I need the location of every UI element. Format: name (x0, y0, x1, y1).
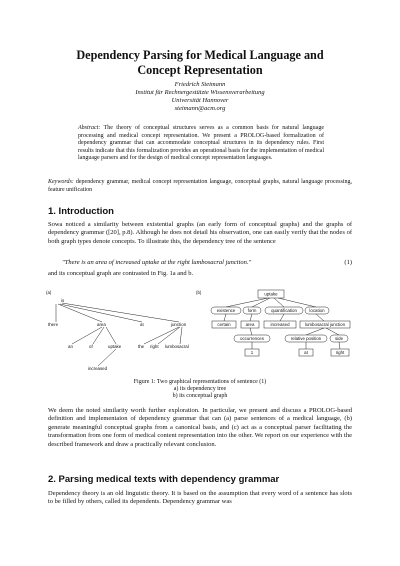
graph-node-area: area (245, 322, 255, 328)
tree-node-there: there (48, 322, 59, 327)
abstract-label: Abstract: (78, 125, 101, 131)
dependency-tree-edges (56, 303, 182, 366)
tree-node-increased: increased (88, 366, 108, 371)
graph-relation-location: location (309, 308, 325, 314)
tree-node-at: at (140, 322, 144, 327)
contribution-paragraph: We deem the noted similarity worth further exploration. In particular, we present and discuss a PROLOG-based definition and implementaion of dependency grammar that can (a) parse sentences of a medical language, (b) generate meaningful conceptual graphs from a canonical basis, and (c) act as a conceptual parser facilitating the transformation from one form of medical content representation into the other. We report on our experience with the described framework and draw a practically relevant conclusion. (48, 407, 352, 448)
intro-paragraph: Sowa noticed a similarity between existential graphs (an early form of conceptual graphs) and the graphs of dependency grammar ([20], p.8). Although he does not detail his observation, one can easily verify that the nodes of both graph types denote concepts. To illustrate this, the dependency tree of the sentence (48, 221, 352, 245)
graph-relation-relative-position: relative position (290, 336, 322, 342)
author-name: Friedrich Steimann (174, 81, 226, 88)
graph-node-uptake: uptake (264, 291, 278, 297)
graph-relation-quantification: quantification (271, 308, 297, 314)
section-1-heading: 1. Introduction (48, 206, 114, 217)
equation-number: (1) (344, 259, 352, 266)
graph-relation-existence: existence (216, 308, 236, 314)
tree-node-of: of (89, 344, 93, 349)
tree-node-area: area (97, 322, 106, 327)
graph-relation-occurrences: occurrences (240, 336, 264, 342)
tree-node-the: the (138, 344, 145, 349)
graph-node-certain: certain (217, 322, 231, 328)
title-line-1: Dependency Parsing for Medical Language and (76, 48, 324, 62)
tree-node-right: right (150, 344, 159, 349)
graph-node-lumbosacral-junction: lumbosacral junction (304, 322, 346, 328)
figure-label-a: (a) (46, 290, 52, 295)
tree-node-junction: junction (171, 322, 187, 327)
figure-caption (48, 379, 352, 401)
graph-node-at: at (304, 350, 308, 356)
graph-node-increased: increased (270, 322, 290, 328)
tree-node-lumbosacral: lumbosacral (165, 344, 189, 349)
author-university: Universität Hannover (171, 97, 229, 104)
figure-1 (44, 285, 360, 381)
title-line-2: Concept Representation (137, 63, 263, 77)
author-email: steimann@acm.org (174, 105, 226, 112)
keywords-label: Keywords: (48, 179, 74, 185)
graph-node-right: right (335, 350, 345, 356)
example-sentence (62, 259, 352, 267)
abstract-text: The theory of conceptual structures serves as a common basis for natural language processing and medical concept representation. We present a PROLOG-based formalization of dependency grammar that can accommodate conceptual structures in its dependency rules. First results indicate that this formalization provides an operational basis for the implementation of medical language parsers and for the design of medical concept representation languages. (78, 125, 324, 162)
figure-reference-paragraph: and its conceptual graph are contrasted in Fig. 1a and b. (48, 270, 194, 277)
paper-title (40, 48, 360, 78)
figure-caption-main: Figure 1: Two graphical representations of sentence (1) (133, 379, 267, 385)
figure-label-b: (b) (196, 290, 202, 295)
author-block (40, 81, 360, 113)
dependency-tree-nodes (48, 298, 189, 371)
section-2-heading: 2. Parsing medical texts with dependency grammar (48, 474, 280, 485)
graph-relation-form: form (247, 308, 257, 314)
keywords-text: dependency grammar, medical concept representation language, conceptual graphs, natural language processing, feature unification (48, 179, 352, 193)
tree-node-is: is (61, 298, 65, 303)
tree-node-an: an (68, 344, 73, 349)
example-sentence-text: "There is an area of increased uptake at the right lumbosacral junction." (62, 259, 252, 266)
author-affiliation: Institut für Rechnergestützte Wissensverarbeitung (135, 89, 265, 96)
abstract (78, 125, 324, 163)
tree-node-uptake: uptake (108, 344, 122, 349)
section-2-paragraph: Dependency theory is an old linguistic theory. It is based on the assumption that every word of a sentence has slots to be filled by others, called its dependents. Dependency grammar was (48, 490, 352, 506)
keywords (48, 179, 352, 194)
conceptual-graph-nodes (211, 290, 350, 356)
graph-relation-side: side (334, 336, 344, 342)
graph-node-one: 1 (250, 350, 254, 356)
figure-caption-b: b) its conceptual graph (172, 393, 228, 400)
figure-caption-a: a) its dependency tree (173, 386, 227, 393)
